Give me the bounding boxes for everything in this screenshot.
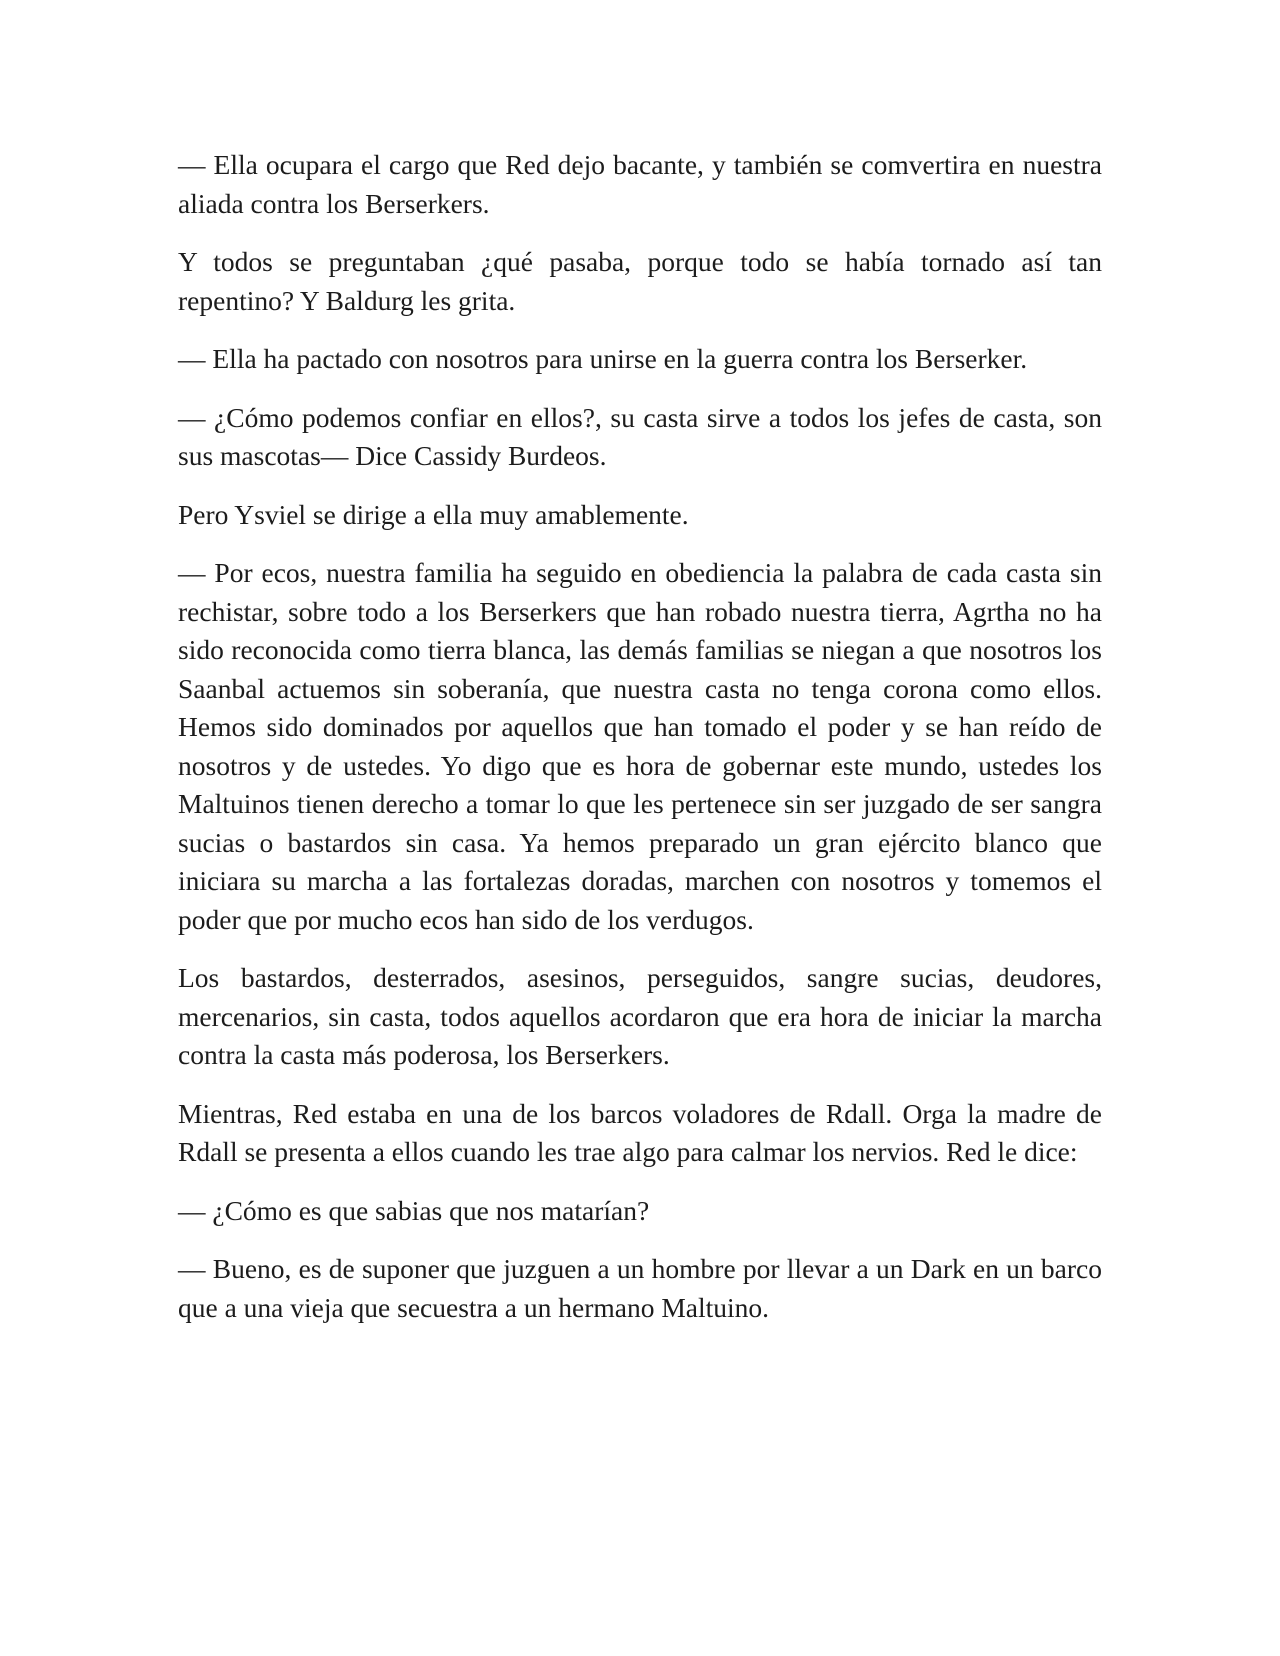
paragraph: — ¿Cómo podemos confiar en ellos?, su casta sirve a todos los jefes de casta, son sus mascotas— Dice Cassidy Burdeos. (178, 401, 1102, 471)
paragraph: Y todos se preguntaban ¿qué pasaba, porque todo se había tornado así tan repentino? Y Baldurg les grita. (178, 246, 1102, 316)
paragraph: — Ella ha pactado con nosotros para unirse en la guerra contra los Berserker. (178, 343, 1028, 374)
paragraph: Mientras, Red estaba en una de los barcos voladores de Rdall. Orga la madre de Rdall se presenta a ellos cuando les trae algo para calmar los nervios. Red le dice: (178, 1097, 1102, 1167)
paragraph: — Ella ocupara el cargo que Red dejo bacante, y también se comvertira en nuestra aliada contra los Berserkers. (178, 149, 1102, 219)
paragraph: Los bastardos, desterrados, asesinos, perseguidos, sangre sucias, deudores, mercenarios, sin casta, todos aquellos acordaron que era hora de iniciar la marcha contra la casta más poderosa, los Berserkers. (178, 962, 1102, 1070)
body-text (178, 146, 1102, 1347)
paragraph: — ¿Cómo es que sabias que nos matarían? (178, 1194, 650, 1226)
paragraph: — Bueno, es de suponer que juzguen a un hombre por llevar a un Dark en un barco que a una vieja que secuestra a un hermano Maltuino. (178, 1253, 1102, 1323)
paragraph: Pero Ysviel se dirige a ella muy amablemente. (178, 498, 689, 530)
paragraph: — Por ecos, nuestra familia ha seguido en obediencia la palabra de cada casta sin rechistar, sobre todo a los Berserkers que han robado nuestra tierra, Agrtha no ha sido reconocida como tierra blanca, las demás familias se niegan a que nosotros los Saanbal actuemos sin soberanía, que nuestra casta no tenga corona como ellos. Hemos sido dominados por aquellos que han tomado el poder y se han reído de nosotros y de ustedes. Yo digo que es hora de gobernar este mundo, ustedes los Maltuinos tienen derecho a tomar lo que les pertenece sin ser juzgado de ser sangra sucias o bastardos sin casa. Ya hemos preparado un gran ejército blanco que iniciara su marcha a las fortalezas doradas, marchen con nosotros y tomemos el poder que por mucho ecos han sido de los verdugos. (178, 557, 1102, 935)
